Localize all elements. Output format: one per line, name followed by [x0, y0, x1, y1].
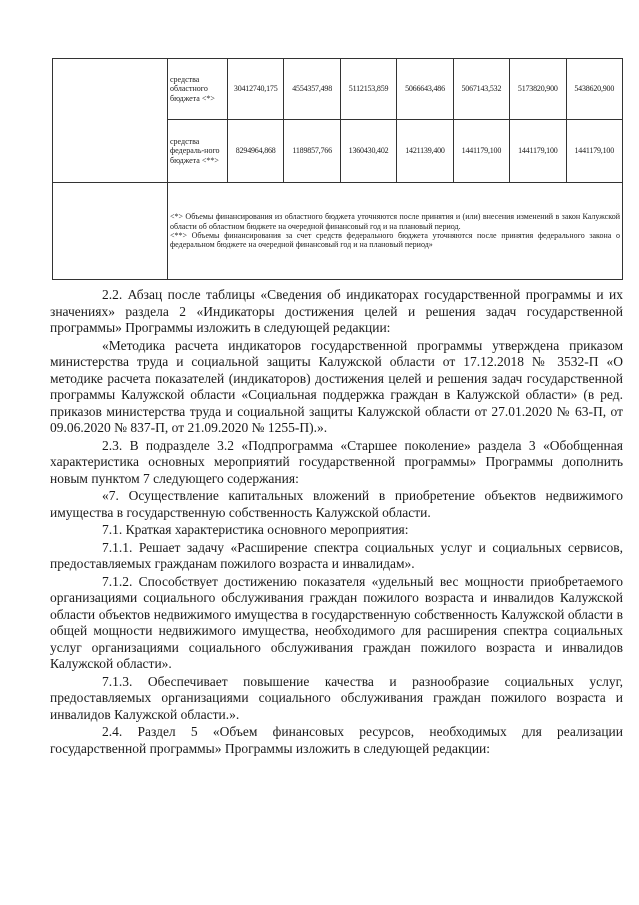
paragraph-item-7-1-2: 7.1.2. Способствует достижению показателя «удельный вес мощности приобретаемого организациями социального обслуживания граждан пожилого возраста и инвалидов Калужской области объектов недвижимого имущества в государственную собственность Калужской области в общей мощности недвижимого имущества, необходимого для расширения спектра социальных услуг организациями социального обслуживания граждан пожилого возраста и инвалидов Калужской области».: [50, 573, 623, 671]
table-row: [53, 183, 623, 280]
table-cell-value: 30412740,175: [228, 59, 284, 120]
table-cell-value: 4554357,498: [284, 59, 340, 120]
table-cell-empty: [53, 59, 168, 183]
document-body: [50, 287, 623, 757]
table-cell-value: 1441179,100: [510, 120, 566, 183]
table-cell-value: 1360430,402: [340, 120, 396, 183]
table-cell-value: 5438620,900: [566, 59, 622, 120]
table-cell-value: 8294964,868: [228, 120, 284, 183]
paragraph-item-7: «7. Осуществление капитальных вложений в приобретение объектов недвижимого имущества в государственную собственность Калужской области.: [50, 488, 623, 520]
table-cell-value: 5067143,532: [453, 59, 509, 120]
footnote-regional-budget: <*> Объемы финансирования из областного бюджета уточняются после принятия и (или) внесения изменений в закон Калужской области об областном бюджете на очередной финансовый год и на плановый период.: [170, 212, 620, 231]
table-cell-value: 1441179,100: [453, 120, 509, 183]
table-row: [53, 59, 623, 120]
footnote-federal-budget: <**> Объемы финансирования за счет средств федерального бюджета уточняются после принятия федерального закона о федеральном бюджете на очередной финансовый год и на плановый период»: [170, 231, 620, 250]
funding-table: [52, 58, 623, 280]
funding-source-label: средства федераль-ного бюджета <**>: [168, 120, 228, 183]
paragraph-2-4: 2.4. Раздел 5 «Объем финансовых ресурсов, необходимых для реализации государственной программы» Программы изложить в следующей редакции:: [50, 724, 623, 756]
table-footnotes: [168, 183, 623, 280]
table-cell-value: 5112153,859: [340, 59, 396, 120]
paragraph-item-7-1-1: 7.1.1. Решает задачу «Расширение спектра социальных услуг и социальных сервисов, предоставляемых гражданам пожилого возраста и инвалидам».: [50, 539, 623, 571]
paragraph-methodology: «Методика расчета индикаторов государственной программы утверждена приказом министерства труда и социальной защиты Калужской области от 17.12.2018 № 3532-П «О методике расчета показателей (индикаторов) достижения целей и решения задач государственной программы Калужской области «Социальная поддержка граждан в Калужской области» (в ред. приказов министерства труда и социальной защиты Калужской области от 27.01.2020 № 63-П, от 09.06.2020 № 837-П, от 21.09.2020 № 1255-П).».: [50, 337, 623, 435]
paragraph-2-3: 2.3. В подразделе 3.2 «Подпрограмма «Старшее поколение» раздела 3 «Обобщенная характеристика основных мероприятий государственной программы» Программы дополнить новым пунктом 7 следующего содержания:: [50, 437, 623, 486]
funding-source-label: средства областного бюджета <*>: [168, 59, 228, 120]
table-cell-value: 5066643,486: [397, 59, 453, 120]
paragraph-2-2: 2.2. Абзац после таблицы «Сведения об индикаторах государственной программы и их значениях» раздела 2 «Индикаторы достижения целей и решения задач государственной программы» Программы изложить в следующей редакции:: [50, 287, 623, 335]
table-cell-empty: [53, 183, 168, 280]
table-cell-value: 1441179,100: [566, 120, 622, 183]
table-cell-value: 1421139,400: [397, 120, 453, 183]
table-cell-value: 1189857,766: [284, 120, 340, 183]
paragraph-item-7-1: 7.1. Краткая характеристика основного мероприятия:: [102, 522, 409, 537]
paragraph-item-7-1-3: 7.1.3. Обеспечивает повышение качества и разнообразие социальных услуг, предоставляемых организациями социального обслуживания граждан пожилого возраста и инвалидов Калужской области.».: [50, 673, 623, 722]
table-cell-value: 5173820,900: [510, 59, 566, 120]
